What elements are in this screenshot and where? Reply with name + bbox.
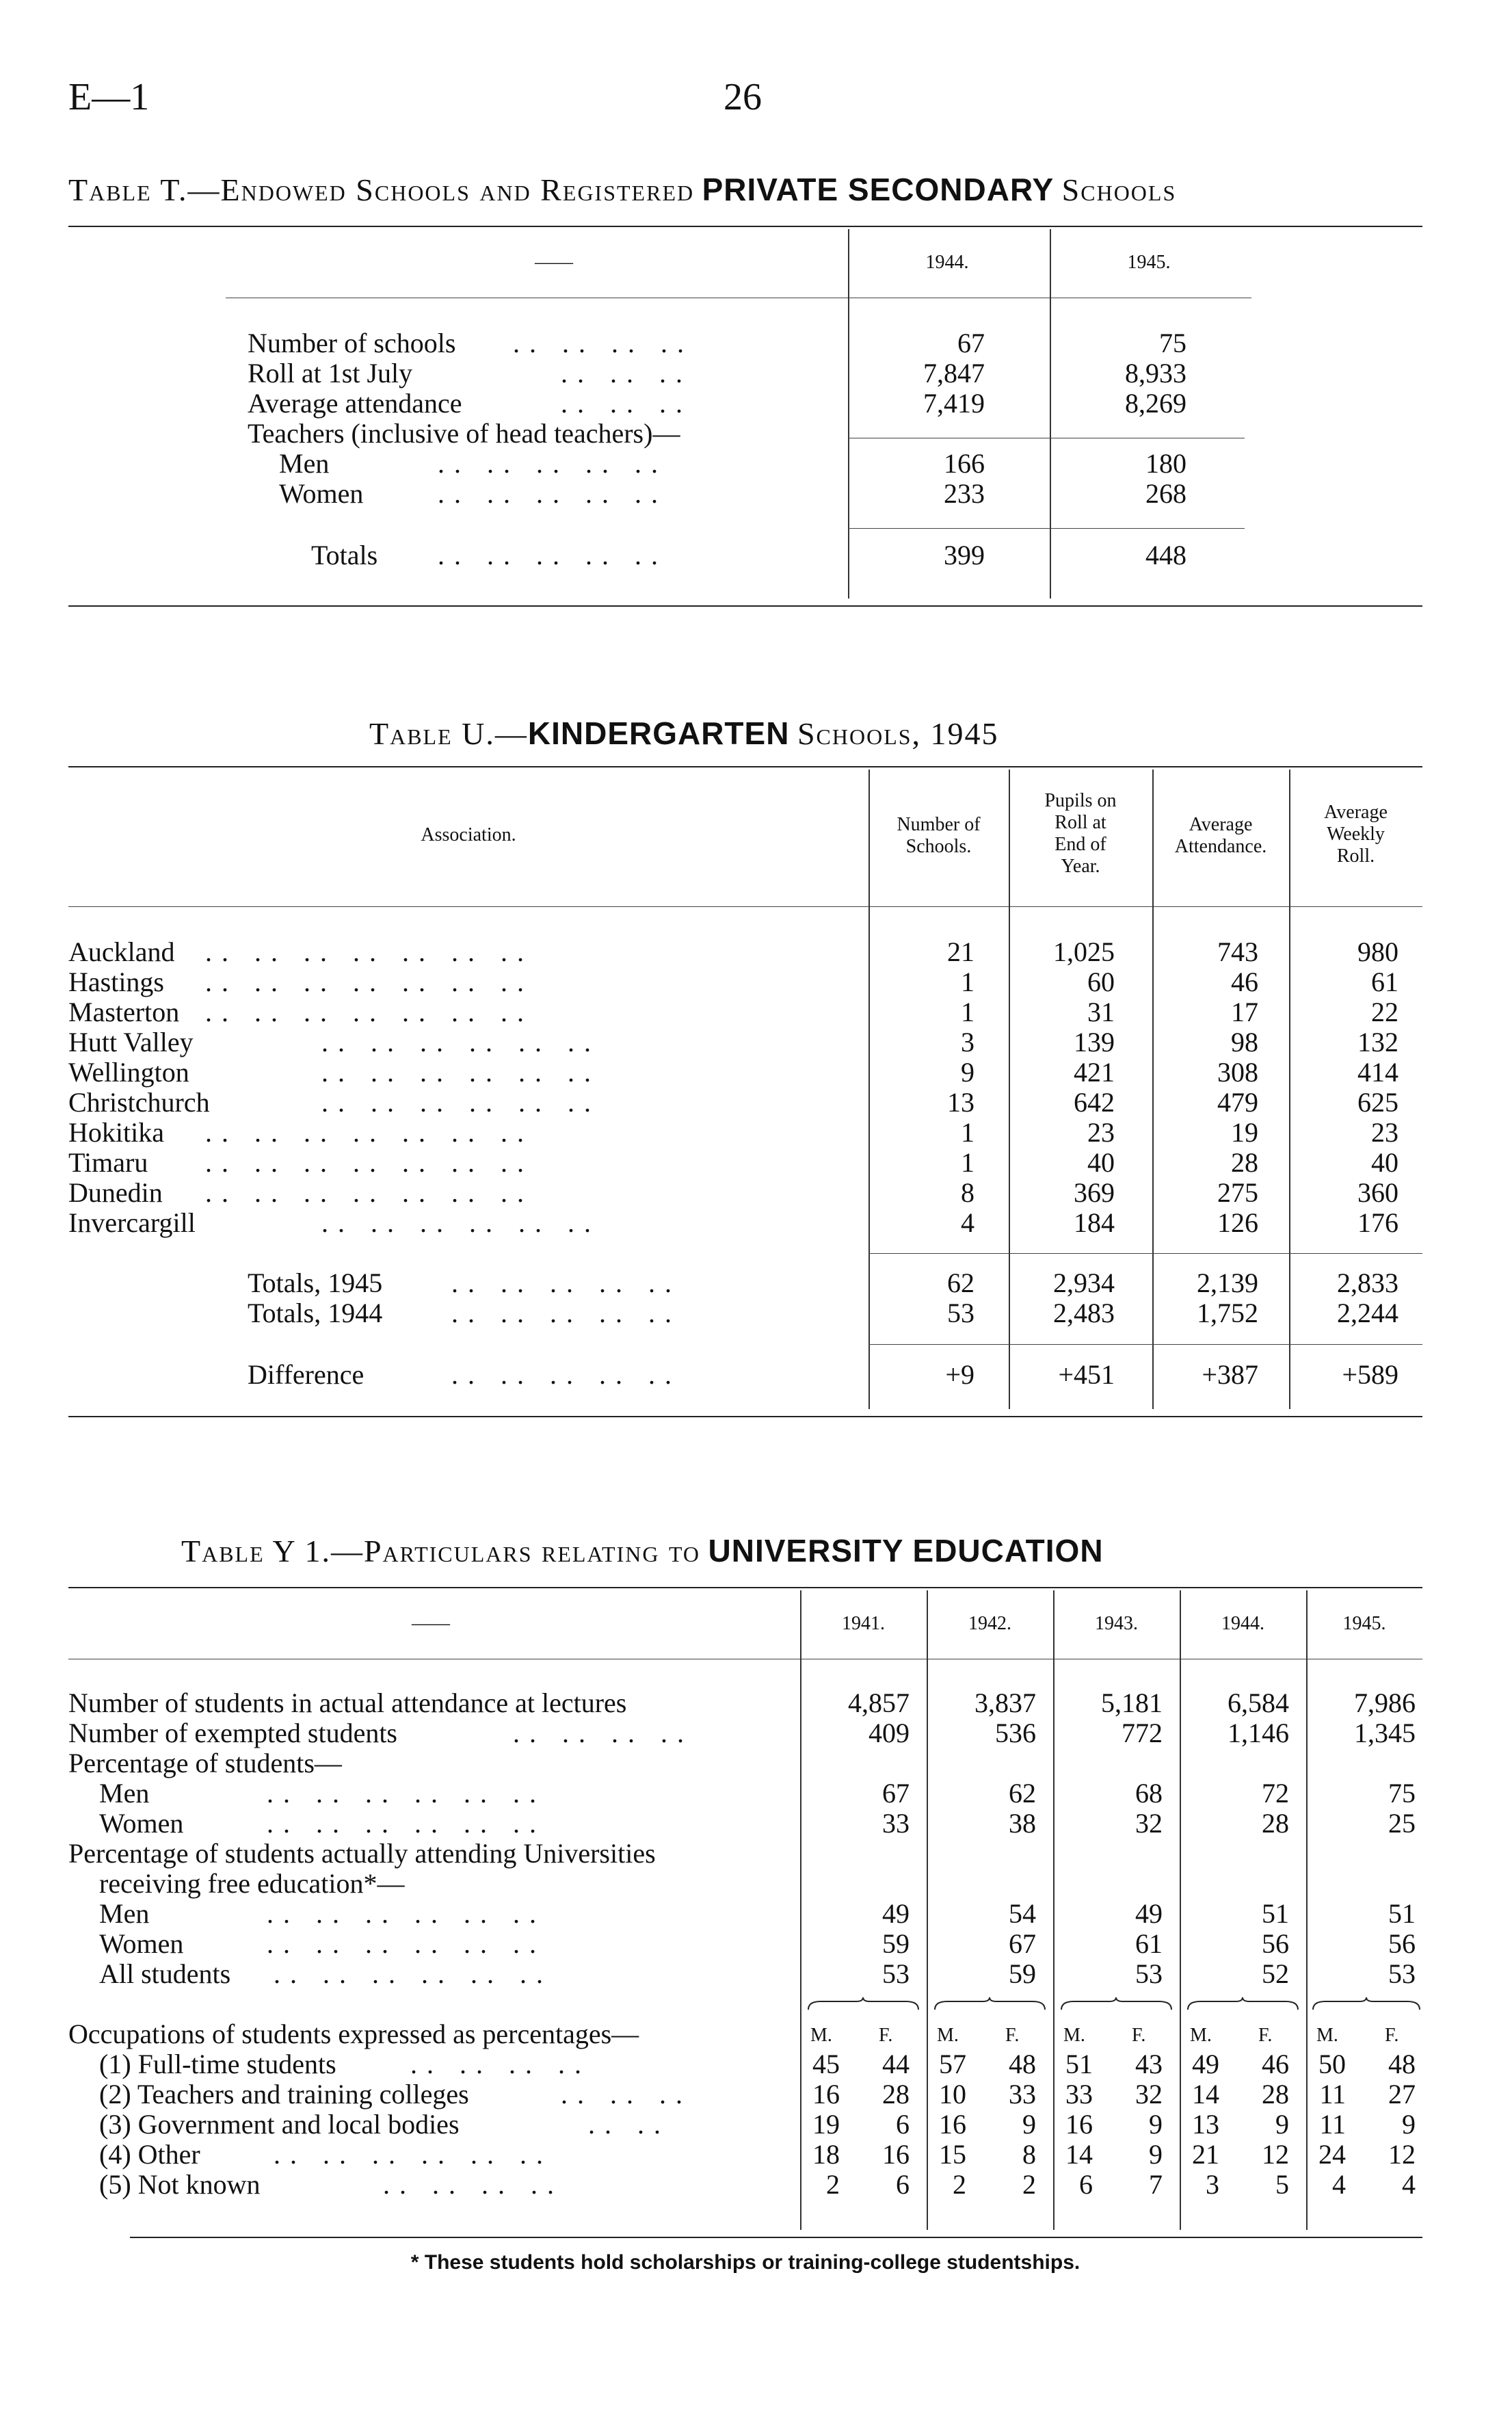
table-cell: 421	[1074, 1057, 1115, 1088]
table-cell: 53	[1135, 1958, 1163, 1989]
table-cell: 33	[1065, 2079, 1093, 2110]
table-y-row-label: Percentage of students actually attending Universities	[68, 1838, 656, 1869]
mf-f: F.	[1258, 2025, 1273, 2046]
table-cell: 49	[882, 1898, 910, 1929]
table-u-title	[369, 715, 999, 752]
occupation-label: (2) Teachers and training colleges	[99, 2079, 469, 2110]
page-ref: E—1	[68, 76, 150, 118]
table-cell: 12	[1262, 2139, 1289, 2170]
association-name: Hastings	[68, 967, 164, 997]
table-cell: 75	[1388, 1778, 1416, 1809]
table-cell: 1	[961, 967, 974, 997]
table-t-cell: 399	[944, 540, 985, 570]
table-cell: 4	[961, 1207, 974, 1238]
table-t-cell: 233	[944, 478, 985, 509]
table-y-blank-header: ——	[412, 1613, 450, 1634]
table-cell: 38	[1009, 1808, 1036, 1839]
table-cell: 53	[947, 1298, 974, 1328]
table-cell: 19	[812, 2109, 840, 2140]
header-line: Average	[1324, 802, 1388, 823]
table-u-header-association: Association.	[421, 824, 516, 845]
table-cell: 369	[1074, 1177, 1115, 1208]
table-cell: 23	[1371, 1117, 1398, 1148]
leader-dots: .. .. .. .. .. ..	[267, 1808, 546, 1839]
table-t-row-label: Average attendance	[248, 388, 462, 419]
table-t-cell: 448	[1145, 540, 1186, 570]
mf-f: F.	[879, 2025, 893, 2046]
table-t-top-rule	[68, 226, 1422, 227]
table-t-year-1945: 1945.	[1127, 252, 1171, 273]
table-cell: 28	[1231, 1147, 1258, 1178]
association-name: Timaru	[68, 1147, 148, 1178]
leader-dots: .. .. .. .. .. ..	[267, 1898, 546, 1929]
table-cell: 176	[1357, 1207, 1398, 1238]
table-cell: 32	[1135, 1808, 1163, 1839]
table-cell: 9	[961, 1057, 974, 1088]
table-cell: 33	[1009, 2079, 1036, 2110]
leader-dots: .. .. .. .. .. ..	[321, 1027, 600, 1057]
occupation-label: (5) Not known	[99, 2169, 261, 2200]
table-y-row-label: Men	[99, 1778, 150, 1809]
table-cell: 5	[1275, 2169, 1289, 2200]
table-y-row-label: Percentage of students—	[68, 1748, 342, 1778]
table-cell: 6	[1079, 2169, 1093, 2200]
header-line: End of	[1055, 834, 1106, 855]
difference-label: Difference	[248, 1359, 364, 1390]
occupation-label: (4) Other	[99, 2139, 200, 2170]
table-cell: 1	[961, 1147, 974, 1178]
table-t-cell: 7,847	[923, 358, 985, 389]
brace-icon	[807, 1996, 920, 2011]
table-y-row-label: receiving free education*—	[99, 1868, 405, 1899]
table-cell: 23	[1087, 1117, 1115, 1148]
table-cell: 2	[953, 2169, 966, 2200]
table-cell: 48	[1009, 2049, 1036, 2079]
table-y-row-label: All students	[99, 1958, 231, 1989]
table-cell: 536	[995, 1718, 1036, 1748]
table-t-row-label: Men	[279, 448, 330, 479]
table-cell: 28	[1262, 1808, 1289, 1839]
leader-dots: .. ..	[588, 2109, 670, 2140]
table-y-title-prefix: Table Y 1.—Particulars relating to	[181, 1534, 701, 1568]
table-y-year: 1943.	[1095, 1613, 1138, 1634]
table-cell: 50	[1318, 2049, 1346, 2079]
table-cell: 53	[882, 1958, 910, 1989]
table-cell: 21	[947, 936, 974, 967]
mf-m: M.	[810, 2025, 832, 2046]
table-cell: 44	[882, 2049, 910, 2079]
table-cell: 1	[961, 1117, 974, 1148]
table-t-row-label: Totals	[311, 540, 378, 570]
table-cell: 7	[1149, 2169, 1163, 2200]
table-y-bottom-rule	[130, 2237, 1422, 2238]
table-t-totals-rule	[848, 528, 1245, 529]
mf-m: M.	[937, 2025, 959, 2046]
leader-dots: .. .. .. ..	[513, 328, 693, 358]
table-cell: 126	[1217, 1207, 1258, 1238]
table-y-row-label: Women	[99, 1928, 184, 1959]
table-cell: 6,584	[1228, 1687, 1289, 1718]
table-u-title-bold: KINDERGARTEN	[527, 715, 790, 751]
mf-f: F.	[1132, 2025, 1146, 2046]
header-line: Number of	[897, 814, 981, 835]
table-cell: 625	[1357, 1087, 1398, 1118]
table-t-cell: 8,269	[1125, 388, 1186, 419]
header-line: Schools.	[905, 836, 972, 857]
totals-label: Totals, 1944	[248, 1298, 383, 1328]
table-cell: 40	[1087, 1147, 1115, 1178]
leader-dots: .. .. .. .. .. ..	[274, 1958, 553, 1989]
brace-icon	[933, 1996, 1046, 2011]
table-y-row-label: Number of exempted students	[68, 1718, 397, 1748]
header-line: Roll.	[1336, 845, 1375, 867]
table-cell: 11	[1319, 2079, 1346, 2110]
table-cell: 2	[826, 2169, 840, 2200]
table-cell: 139	[1074, 1027, 1115, 1057]
occupation-label: (3) Government and local bodies	[99, 2109, 460, 2140]
leader-dots: .. .. .. ..	[410, 2049, 591, 2079]
table-cell: 56	[1262, 1928, 1289, 1959]
table-cell: 8	[961, 1177, 974, 1208]
leader-dots: .. .. .. .. ..	[438, 478, 667, 509]
table-cell: 59	[882, 1928, 910, 1959]
table-cell: 980	[1357, 936, 1398, 967]
leader-dots: .. .. .. .. .. ..	[267, 1778, 546, 1809]
table-cell: 184	[1074, 1207, 1115, 1238]
table-cell: 3,837	[974, 1687, 1036, 1718]
table-cell: 33	[882, 1808, 910, 1839]
table-cell: 62	[947, 1267, 974, 1298]
table-cell: 53	[1388, 1958, 1416, 1989]
brace-icon	[1312, 1996, 1421, 2011]
table-cell: 13	[947, 1087, 974, 1118]
table-cell: 16	[1065, 2109, 1093, 2140]
table-u-totals-rule	[868, 1253, 1422, 1254]
leader-dots: .. .. .. ..	[383, 2169, 563, 2200]
leader-dots: .. .. .. .. .. .. ..	[205, 1147, 533, 1178]
leader-dots: .. .. .. .. .. ..	[321, 1087, 600, 1118]
table-cell: 28	[1262, 2079, 1289, 2110]
table-cell: 2,244	[1337, 1298, 1398, 1328]
table-u-title-prefix: Table U.—	[369, 716, 528, 751]
footnote: * These students hold scholarships or training-college studentships.	[410, 2251, 1080, 2274]
table-cell: 2,934	[1053, 1267, 1115, 1298]
table-cell: 1,146	[1228, 1718, 1289, 1748]
table-cell: +387	[1202, 1359, 1258, 1390]
table-cell: 3	[961, 1027, 974, 1057]
table-cell: +451	[1058, 1359, 1115, 1390]
table-cell: 68	[1135, 1778, 1163, 1809]
table-cell: 22	[1371, 997, 1398, 1027]
table-t-cell: 166	[944, 448, 985, 479]
table-cell: 2	[1022, 2169, 1036, 2200]
table-cell: 642	[1074, 1087, 1115, 1118]
table-cell: 9	[1402, 2109, 1416, 2140]
table-y-title-bold: UNIVERSITY EDUCATION	[708, 1533, 1104, 1568]
leader-dots: .. .. ..	[561, 358, 692, 389]
table-cell: 51	[1262, 1898, 1289, 1929]
table-cell: 6	[896, 2169, 910, 2200]
table-cell: 8	[1022, 2139, 1036, 2170]
table-cell: 56	[1388, 1928, 1416, 1959]
page-number: 26	[724, 76, 762, 118]
table-cell: 1	[961, 997, 974, 1027]
leader-dots: .. .. .. ..	[513, 1718, 693, 1748]
table-y-row-label: Men	[99, 1898, 150, 1929]
leader-dots: .. .. .. .. .. .. ..	[205, 967, 533, 997]
table-cell: 308	[1217, 1057, 1258, 1088]
association-name: Hokitika	[68, 1117, 164, 1148]
table-cell: 51	[1065, 2049, 1093, 2079]
table-cell: 275	[1217, 1177, 1258, 1208]
leader-dots: .. .. .. .. .. .. ..	[205, 936, 533, 967]
table-u-bottom-rule	[68, 1416, 1422, 1417]
association-name: Dunedin	[68, 1177, 163, 1208]
table-cell: 3	[1206, 2169, 1219, 2200]
table-u-title-suffix: Schools, 1945	[797, 716, 999, 751]
header-line: Weekly	[1327, 824, 1385, 845]
table-cell: +589	[1342, 1359, 1398, 1390]
leader-dots: .. .. .. .. .. .. ..	[205, 1117, 533, 1148]
association-name: Masterton	[68, 997, 180, 1027]
header-line: Roll at	[1055, 812, 1106, 833]
table-cell: 15	[939, 2139, 966, 2170]
leader-dots: .. .. ..	[561, 2079, 692, 2110]
table-t-title-prefix: Table T.—Endowed Schools and Registered	[68, 172, 695, 207]
table-cell: 24	[1318, 2139, 1346, 2170]
leader-dots: .. .. .. .. .. ..	[321, 1057, 600, 1088]
header-line: Attendance.	[1174, 836, 1267, 857]
table-y-year: 1941.	[842, 1613, 885, 1634]
brace-icon	[1060, 1996, 1173, 2011]
table-t-blank-header: ——	[535, 252, 573, 273]
header-line: Pupils on	[1044, 790, 1117, 811]
table-t-cell: 75	[1159, 328, 1186, 358]
table-t-row-label: Roll at 1st July	[248, 358, 413, 389]
table-cell: 479	[1217, 1087, 1258, 1118]
table-t-cell: 8,933	[1125, 358, 1186, 389]
table-cell: 14	[1065, 2139, 1093, 2170]
table-u-header-rule	[68, 906, 1422, 907]
table-cell: 43	[1135, 2049, 1163, 2079]
table-cell: 1,025	[1053, 936, 1115, 967]
table-cell: 2,139	[1197, 1267, 1258, 1298]
table-cell: 11	[1319, 2109, 1346, 2140]
table-cell: 46	[1262, 2049, 1289, 2079]
table-y-title	[181, 1532, 1104, 1569]
table-cell: 45	[812, 2049, 840, 2079]
table-cell: 1,752	[1197, 1298, 1258, 1328]
table-cell: 28	[882, 2079, 910, 2110]
table-cell: 48	[1388, 2049, 1416, 2079]
table-cell: 9	[1149, 2109, 1163, 2140]
table-cell: 67	[882, 1778, 910, 1809]
table-cell: 409	[868, 1718, 910, 1748]
table-y-row-label: Number of students in actual attendance at lectures	[68, 1687, 627, 1718]
table-cell: 61	[1135, 1928, 1163, 1959]
occupation-label: (1) Full-time students	[99, 2049, 336, 2079]
table-cell: 6	[896, 2109, 910, 2140]
leader-dots: .. .. .. .. .. ..	[267, 1928, 546, 1959]
table-t-row-label: Teachers (inclusive of head teachers)—	[248, 418, 680, 449]
table-cell: 9	[1022, 2109, 1036, 2140]
table-cell: 40	[1371, 1147, 1398, 1178]
leader-dots: .. .. .. .. ..	[438, 448, 667, 479]
association-name: Wellington	[68, 1057, 189, 1088]
table-cell: 132	[1357, 1027, 1398, 1057]
table-cell: 59	[1009, 1958, 1036, 1989]
association-name: Hutt Valley	[68, 1027, 194, 1057]
leader-dots: .. .. .. .. ..	[451, 1267, 681, 1298]
table-cell: 743	[1217, 936, 1258, 967]
table-t-cell: 180	[1145, 448, 1186, 479]
table-cell: 2,833	[1337, 1267, 1398, 1298]
mf-f: F.	[1385, 2025, 1399, 2046]
table-cell: +9	[945, 1359, 974, 1390]
table-cell: 9	[1275, 2109, 1289, 2140]
table-t-title	[68, 171, 1176, 208]
table-cell: 51	[1388, 1898, 1416, 1929]
table-cell: 4,857	[848, 1687, 910, 1718]
occupations-heading: Occupations of students expressed as percentages—	[68, 2019, 639, 2049]
table-cell: 17	[1231, 997, 1258, 1027]
table-y-year: 1945.	[1342, 1613, 1386, 1634]
mf-m: M.	[1063, 2025, 1085, 2046]
table-cell: 13	[1192, 2109, 1219, 2140]
table-cell: 16	[812, 2079, 840, 2110]
table-t-row-label: Women	[279, 478, 364, 509]
table-cell: 60	[1087, 967, 1115, 997]
table-y-row-label: Women	[99, 1808, 184, 1839]
table-cell: 25	[1388, 1808, 1416, 1839]
header-line: Average	[1189, 814, 1253, 835]
table-cell: 49	[1192, 2049, 1219, 2079]
leader-dots: .. .. ..	[561, 388, 692, 419]
table-cell: 61	[1371, 967, 1398, 997]
table-y-year: 1942.	[968, 1613, 1011, 1634]
table-cell: 19	[1231, 1117, 1258, 1148]
table-cell: 72	[1262, 1778, 1289, 1809]
table-t-row-label: Number of schools	[248, 328, 456, 358]
association-name: Christchurch	[68, 1087, 210, 1118]
table-cell: 98	[1231, 1027, 1258, 1057]
table-t-title-bold: PRIVATE SECONDARY	[702, 172, 1055, 207]
brace-icon	[1186, 1996, 1299, 2011]
table-cell: 14	[1192, 2079, 1219, 2110]
table-cell: 9	[1149, 2139, 1163, 2170]
table-t-cell: 268	[1145, 478, 1186, 509]
table-cell: 4	[1402, 2169, 1416, 2200]
table-cell: 10	[939, 2079, 966, 2110]
table-t-cell: 7,419	[923, 388, 985, 419]
table-cell: 18	[812, 2139, 840, 2170]
table-cell: 32	[1135, 2079, 1163, 2110]
table-cell: 54	[1009, 1898, 1036, 1929]
table-cell: 46	[1231, 967, 1258, 997]
table-cell: 4	[1332, 2169, 1346, 2200]
table-u-top-rule	[68, 766, 1422, 767]
leader-dots: .. .. .. .. ..	[451, 1298, 681, 1328]
association-name: Auckland	[68, 936, 175, 967]
header-line: Year.	[1061, 856, 1100, 877]
table-cell: 2,483	[1053, 1298, 1115, 1328]
table-cell: 21	[1192, 2139, 1219, 2170]
mf-m: M.	[1190, 2025, 1212, 2046]
table-cell: 414	[1357, 1057, 1398, 1088]
table-y-top-rule	[68, 1587, 1422, 1588]
table-cell: 52	[1262, 1958, 1289, 1989]
table-cell: 12	[1388, 2139, 1416, 2170]
table-cell: 27	[1388, 2079, 1416, 2110]
table-cell: 67	[1009, 1928, 1036, 1959]
table-y-year: 1944.	[1221, 1613, 1264, 1634]
table-t-year-1944: 1944.	[925, 252, 969, 273]
table-cell: 360	[1357, 1177, 1398, 1208]
table-cell: 16	[939, 2109, 966, 2140]
table-cell: 62	[1009, 1778, 1036, 1809]
table-cell: 5,181	[1101, 1687, 1163, 1718]
leader-dots: .. .. .. .. ..	[438, 540, 667, 570]
table-t-title-suffix: Schools	[1061, 172, 1177, 207]
leader-dots: .. .. .. .. .. ..	[274, 2139, 553, 2170]
leader-dots: .. .. .. .. .. .. ..	[205, 1177, 533, 1208]
table-t-cell: 67	[957, 328, 985, 358]
table-cell: 772	[1122, 1718, 1163, 1748]
association-name: Invercargill	[68, 1207, 196, 1238]
table-cell: 49	[1135, 1898, 1163, 1929]
leader-dots: .. .. .. .. .. .. ..	[205, 997, 533, 1027]
totals-label: Totals, 1945	[248, 1267, 383, 1298]
mf-m: M.	[1316, 2025, 1338, 2046]
table-cell: 16	[882, 2139, 910, 2170]
table-cell: 31	[1087, 997, 1115, 1027]
table-cell: 1,345	[1354, 1718, 1416, 1748]
table-cell: 7,986	[1354, 1687, 1416, 1718]
table-cell: 57	[939, 2049, 966, 2079]
mf-f: F.	[1005, 2025, 1020, 2046]
leader-dots: .. .. .. .. ..	[451, 1359, 681, 1390]
table-t-bottom-rule	[68, 605, 1422, 607]
table-u-difference-rule	[868, 1344, 1422, 1345]
leader-dots: .. .. .. .. .. ..	[321, 1207, 600, 1238]
